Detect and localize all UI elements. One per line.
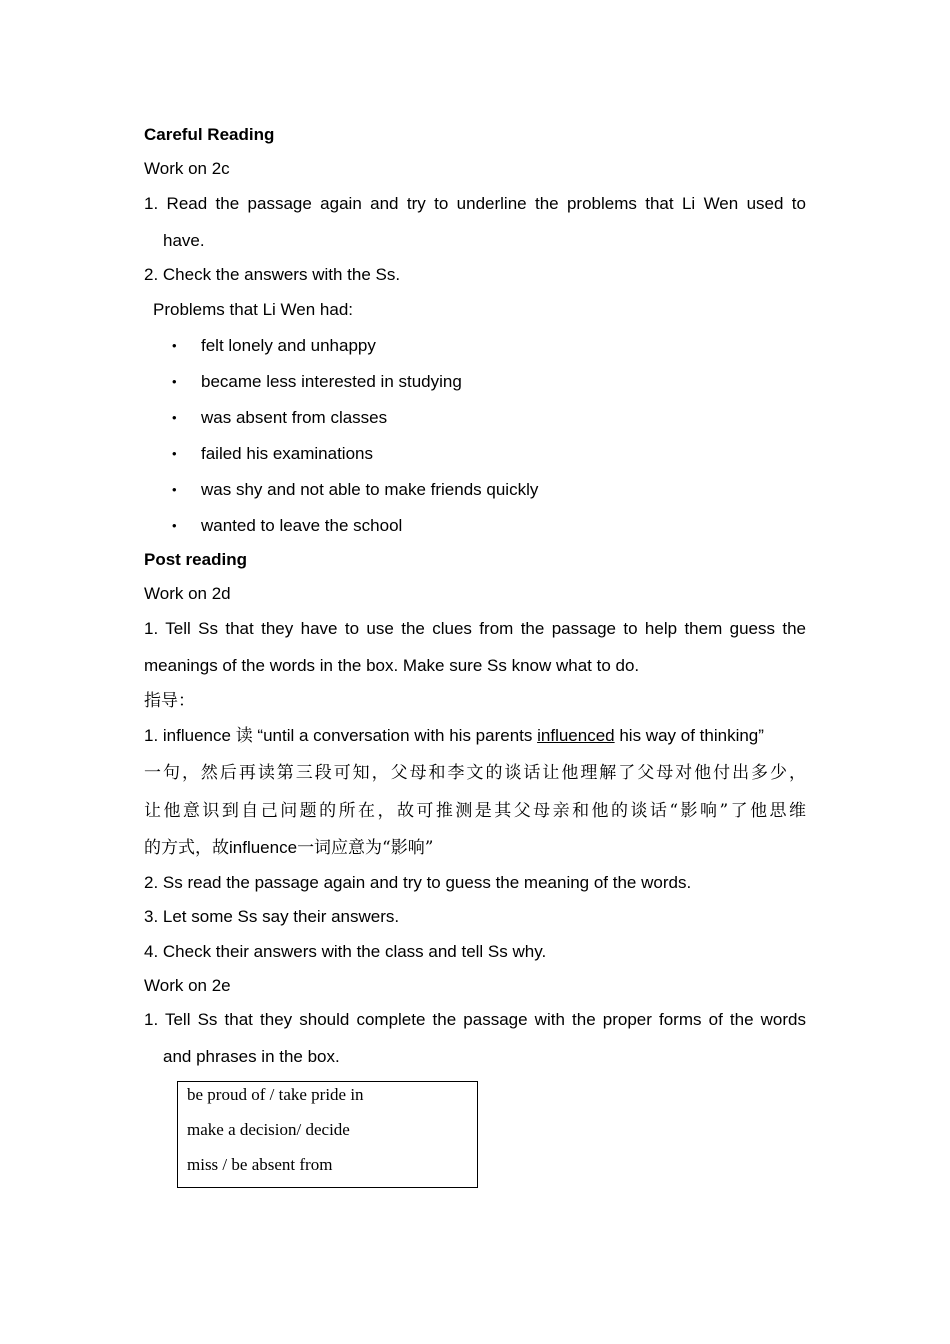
2d-step-2: 2. Ss read the passage again and try to guess the meaning of the words. (144, 873, 692, 892)
list-item-text: failed his examinations (201, 444, 373, 463)
list-item-text: felt lonely and unhappy (201, 336, 376, 355)
guide-read-word: 读 (235, 726, 253, 746)
section-heading-careful-reading: Careful Reading (144, 125, 275, 144)
2e-step-1-line-2: and phrases in the box. (163, 1047, 340, 1066)
word-box (177, 1081, 478, 1188)
work-label-2d: Work on 2d (144, 584, 231, 603)
2d-step-3: 3. Let some Ss say their answers. (144, 907, 400, 926)
2d-step-1-line-1: 1. Tell Ss that they have to use the clues from the passage to help them guess the (144, 619, 806, 638)
word-box-item: make a decision/ decide (187, 1120, 350, 1139)
step-1-line-1: 1. Read the passage again and try to underline the problems that Li Wen used to (144, 194, 806, 213)
bullet-icon: • (172, 338, 177, 353)
work-label-2e: Work on 2e (144, 976, 231, 995)
bullet-icon: • (172, 482, 177, 497)
guide-quote-end: his way of thinking” (614, 726, 764, 745)
word-box-item: miss / be absent from (187, 1155, 333, 1174)
guide-line-4-end: 一词应意为“影响” (297, 838, 434, 858)
work-label-2c: Work on 2c (144, 159, 230, 178)
guide-label: 指导： (144, 691, 195, 711)
step-1-line-2: have. (163, 231, 205, 250)
bullet-icon: • (172, 410, 177, 425)
2d-step-1-line-2: meanings of the words in the box. Make sure Ss know what to do. (144, 656, 640, 675)
guide-line-4-start: 的方式，故 (144, 838, 229, 858)
2d-step-4: 4. Check their answers with the class and tell Ss why. (144, 942, 547, 961)
underlined-word: influenced (537, 726, 615, 745)
bullet-icon: • (172, 446, 177, 461)
bullet-icon: • (172, 374, 177, 389)
2e-step-1-line-1: 1. Tell Ss that they should complete the passage with the proper forms of the words (144, 1010, 806, 1029)
guide-quote-start: “until a conversation with his parents (252, 726, 538, 745)
guide-line-1 (144, 725, 806, 747)
list-item-text: wanted to leave the school (201, 516, 403, 535)
list-item-text: became less interested in studying (201, 372, 462, 391)
guide-line-2: 一句，然后再读第三段可知，父母和李文的谈话让他理解了父母对他付出多少， (144, 763, 806, 783)
bullet-icon: • (172, 518, 177, 533)
list-item-text: was absent from classes (201, 408, 388, 427)
guide-line-4-word: influence (229, 838, 298, 857)
problems-title: Problems that Li Wen had: (153, 300, 354, 319)
word-box-item: be proud of / take pride in (187, 1085, 364, 1104)
section-heading-post-reading: Post reading (144, 550, 247, 569)
guide-item-number: 1. influence (144, 726, 236, 745)
step-2: 2. Check the answers with the Ss. (144, 265, 401, 284)
list-item-text: was shy and not able to make friends quickly (201, 480, 539, 499)
guide-line-4 (144, 837, 433, 859)
guide-line-3: 让他意识到自己问题的所在，故可推测是其父母亲和他的谈话“影响”了他思维 (144, 801, 806, 821)
